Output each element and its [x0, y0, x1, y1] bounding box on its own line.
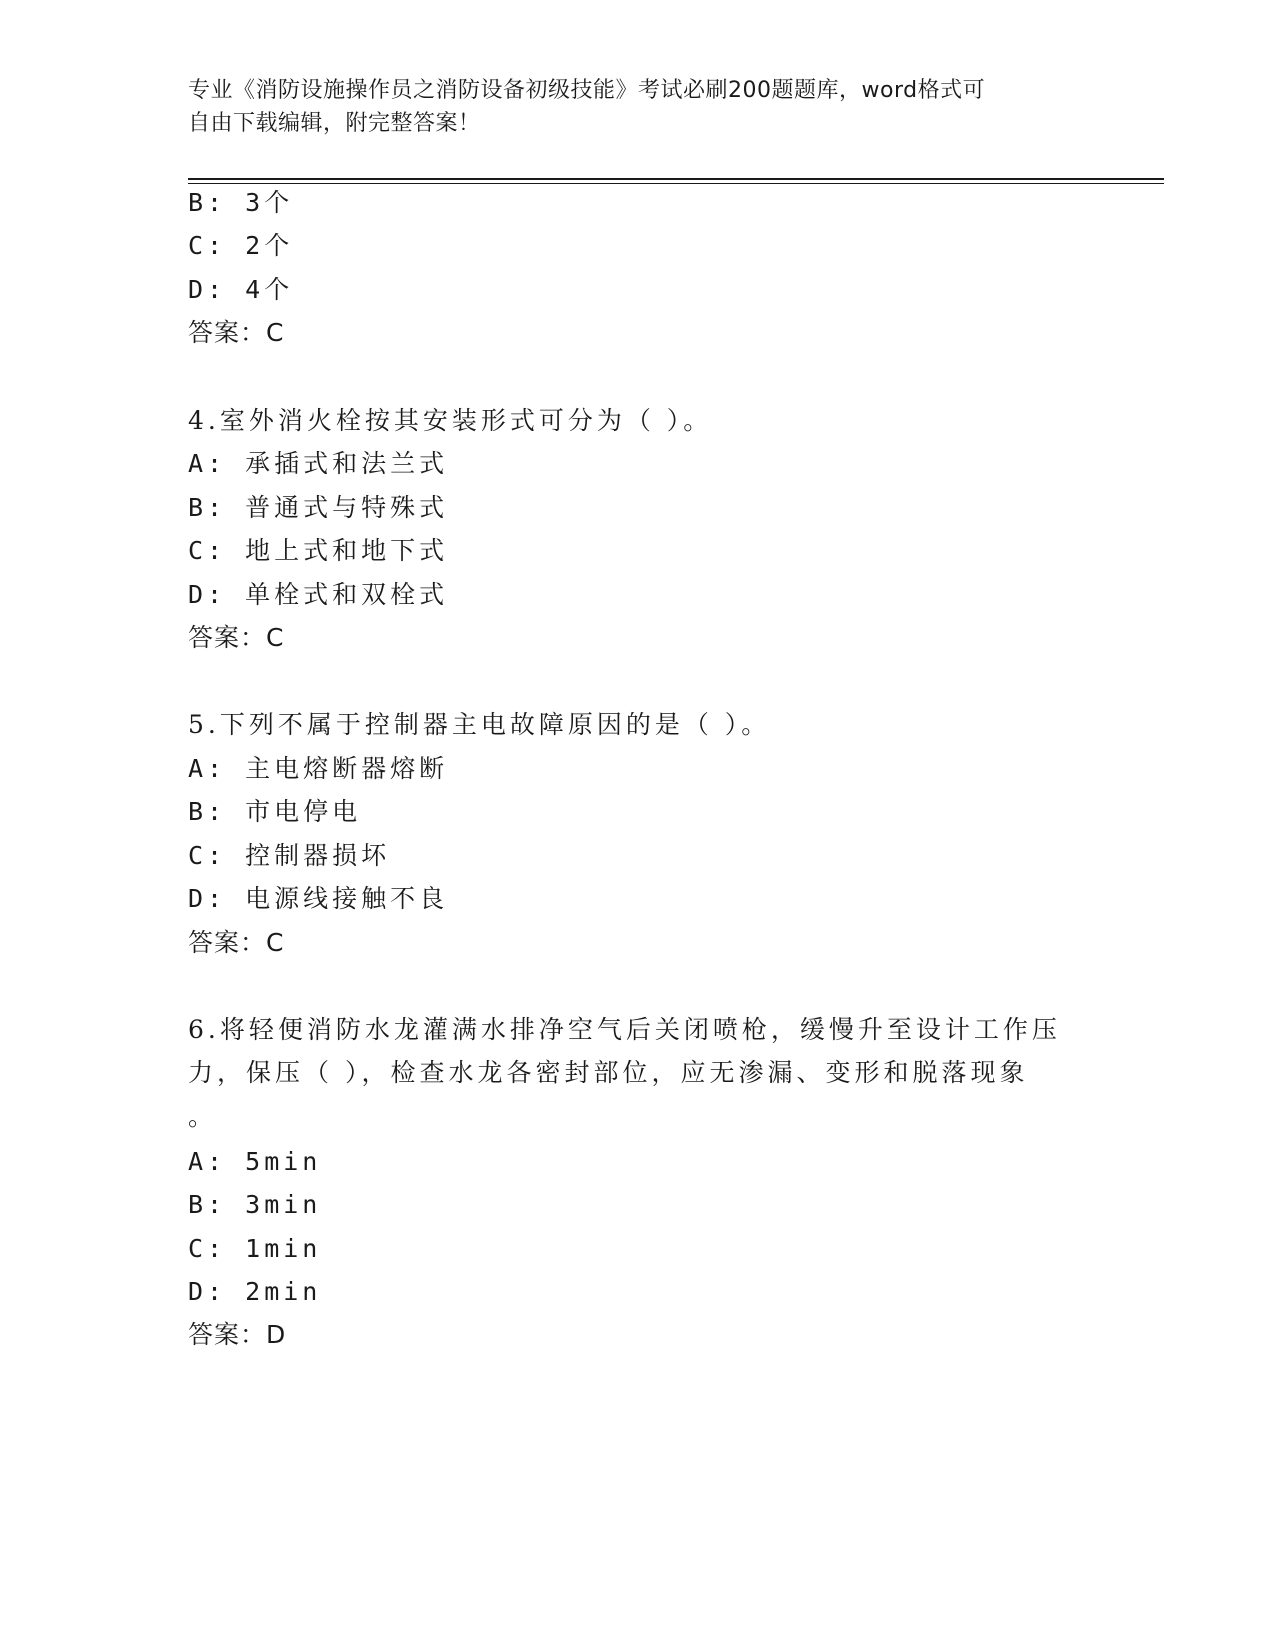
q4-option-d: D: 单栓式和双栓式	[188, 580, 449, 609]
q6-option-d: D: 2min	[188, 1277, 322, 1306]
q5-answer: 答案：C	[188, 928, 285, 957]
q6-option-a: A: 5min	[188, 1147, 322, 1176]
q5-option-c: C: 控制器损坏	[188, 841, 391, 870]
q6-stem-line-3: 。	[188, 1102, 218, 1131]
header-rule-thick	[188, 178, 1164, 180]
header-line-1: 专业《消防设施操作员之消防设备初级技能》考试必刷200题题库，word格式可	[188, 78, 986, 103]
q5-stem: 5.下列不属于控制器主电故障原因的是（ ）。	[188, 710, 771, 739]
q3-option-d: D: 4个	[188, 275, 294, 304]
q6-option-b: B: 3min	[188, 1190, 322, 1219]
q4-option-a: A: 承插式和法兰式	[188, 449, 449, 478]
q5-option-b: B: 市电停电	[188, 797, 362, 826]
q5-option-d: D: 电源线接触不良	[188, 884, 449, 913]
header-line-2: 自由下载编辑，附完整答案！	[188, 111, 481, 136]
q4-option-b: B: 普通式与特殊式	[188, 493, 449, 522]
q6-answer: 答案：D	[188, 1320, 287, 1349]
q4-option-c: C: 地上式和地下式	[188, 536, 449, 565]
q5-option-a: A: 主电熔断器熔断	[188, 754, 449, 783]
q6-stem-line-1: 6.将轻便消防水龙灌满水排净空气后关闭喷枪，缓慢升至设计工作压	[188, 1015, 1061, 1044]
q4-stem: 4.室外消火栓按其安装形式可分为（ ）。	[188, 406, 713, 435]
q3-answer: 答案：C	[188, 318, 285, 347]
q3-option-c: C: 2个	[188, 231, 294, 260]
q6-stem-line-2: 力，保压（ ），检查水龙各密封部位，应无渗漏、变形和脱落现象	[188, 1058, 1029, 1087]
q3-option-b: B: 3个	[188, 188, 294, 217]
q6-option-c: C: 1min	[188, 1234, 322, 1263]
q4-answer: 答案：C	[188, 623, 285, 652]
page-header	[188, 74, 1068, 140]
header-rule-thin	[188, 183, 1164, 184]
